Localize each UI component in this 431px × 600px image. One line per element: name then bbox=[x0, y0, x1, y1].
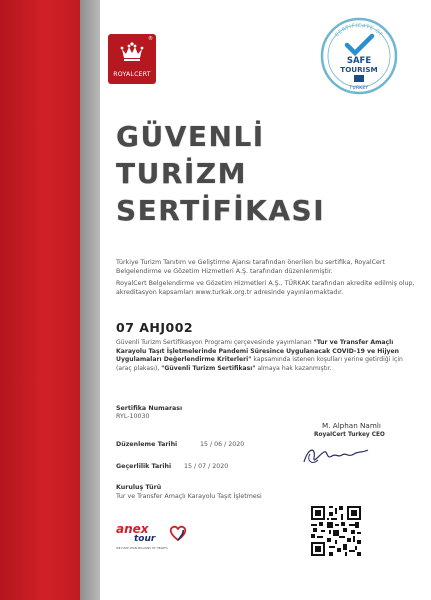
valid-date-value: 15 / 07 / 2020 bbox=[184, 463, 229, 470]
org-type-label: Kuruluş Türü bbox=[116, 484, 162, 491]
issue-date-value: 15 / 06 / 2020 bbox=[200, 441, 245, 448]
statement-pre: Güvenli Turizm Sertifikasyon Programı çerçevesinde yayımlanan bbox=[116, 339, 312, 346]
gray-side-stripe bbox=[80, 0, 100, 600]
statement-post: almaya hak kazanmıştır. bbox=[257, 364, 332, 372]
signatory-title: RoyalCert Turkey CEO bbox=[314, 432, 385, 438]
signatory-name: M. Alphan Namlı bbox=[322, 421, 381, 430]
title-line-2: TURİZM bbox=[116, 157, 247, 190]
anex-tour-logo bbox=[116, 522, 196, 552]
statement-criteria: "Tur ve Transfer Amaçlı Karayolu Taşıt İşletmelerinde Pandemi Süresince Uygulanacak COVID-19 ve Hijyen Uygulamaları Değerlendirme Kriterleri" bbox=[116, 339, 399, 364]
heart-icon bbox=[168, 523, 188, 543]
valid-date-label: Geçerlilik Tarihi bbox=[116, 463, 172, 470]
safe-tourism-badge bbox=[320, 16, 398, 96]
org-type-value: Tur ve Transfer Amaçlı Karayolu Taşıt İşletmesi bbox=[116, 493, 262, 500]
badge-line1: SAFE bbox=[346, 56, 372, 66]
title-line-1: GÜVENLİ bbox=[116, 120, 265, 153]
statement-mid: kapsamında istenen koşulları yerine getirdiği için (araç plakası), bbox=[116, 356, 403, 372]
signature-mark bbox=[298, 440, 372, 470]
crown-icon bbox=[120, 42, 144, 62]
certificate-statement bbox=[116, 339, 416, 373]
red-side-stripe bbox=[0, 0, 80, 600]
logo-name: ROYALCERT bbox=[113, 71, 151, 78]
title-line-3: SERTİFİKASI bbox=[116, 194, 326, 227]
registered-mark: ® bbox=[148, 36, 153, 42]
certificate-title bbox=[116, 118, 325, 229]
intro-paragraph-2: RoyalCert Belgelendirme ve Gözetim Hizmetleri A.Ş., TÜRKAK tarafından akredite edilmiş olup, akreditasyon kapsamları www.turkak.org.tr adresinde yayınlanmaktadır. bbox=[116, 280, 415, 296]
cert-number-value: RYL-10030 bbox=[116, 413, 150, 420]
badge-country: TURKEY bbox=[349, 85, 369, 90]
anex-slogan: WE HAVE WON MILLIONS OF HEARTS bbox=[116, 546, 168, 550]
issue-date-label: Düzenleme Tarihi bbox=[116, 441, 178, 448]
statement-cert-name: "Güvenli Turizm Sertifikası" bbox=[161, 364, 256, 372]
cert-number-label: Sertifika Numarası bbox=[116, 405, 183, 412]
qr-code bbox=[311, 506, 361, 556]
royalcert-logo bbox=[108, 34, 156, 84]
badge-line2: TOURISM bbox=[340, 65, 378, 74]
anex-word: anex bbox=[116, 522, 149, 536]
intro-paragraph-1: Türkiye Turizm Tanıtım ve Geliştirme Ajansı tarafından önerilen bu sertifika, RoyalCert Belgelendirme ve Gözetim Hizmetleri A.Ş. tarafından düzenlenmiştir. bbox=[116, 259, 385, 275]
tour-word: tour bbox=[134, 534, 156, 544]
certificate-code: 07 AHJ002 bbox=[116, 320, 194, 335]
badge-arc-text: CERTIFICATE OF bbox=[334, 22, 384, 39]
